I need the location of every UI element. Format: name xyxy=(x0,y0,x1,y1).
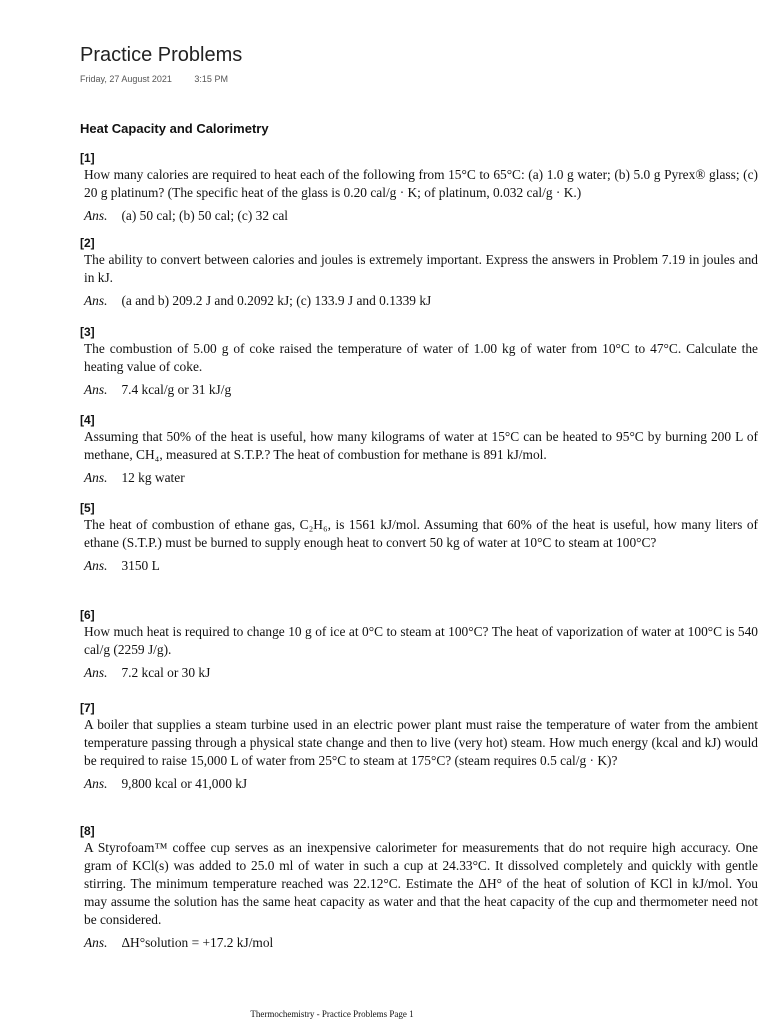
page-date: Friday, 27 August 2021 xyxy=(80,74,172,84)
page-meta xyxy=(80,74,248,84)
problem-number: [3] xyxy=(80,325,95,339)
answer-label: Ans. xyxy=(84,935,108,950)
answer-value: 3150 L xyxy=(121,558,160,573)
problem-text: A Styrofoam™ coffee cup serves as an inexpensive calorimeter for measurements that do not require high accuracy. One gram of KCl(s) was added to 25.0 ml of water in such a cup at 24.33°C. It dissolved completely and quickly with gentle stirring. The minimum temperature reached was 22.12°C. Estimate the ΔH° of the heat of solution of KCl in kJ/mol. You may assume the solution has the same heat capacity as water and that the heat capacity of the cup and thermometer need not be considered. xyxy=(84,840,758,927)
problem-text: The ability to convert between calories and joules is extremely important. Express the answers in Problem 7.19 in joules and in kJ. xyxy=(84,252,758,285)
problem-answer xyxy=(80,207,758,225)
page-time: 3:15 PM xyxy=(194,74,228,84)
answer-label: Ans. xyxy=(84,665,108,680)
problem-1 xyxy=(80,151,758,225)
problem-6 xyxy=(80,608,758,682)
problem-2 xyxy=(80,236,758,310)
problem-answer xyxy=(80,557,758,575)
answer-value: 9,800 kcal or 41,000 kJ xyxy=(121,776,248,791)
answer-value: ΔH°solution = +17.2 kJ/mol xyxy=(121,935,274,950)
answer-value: 7.4 kcal/g or 31 kJ/g xyxy=(121,382,232,397)
problem-number: [2] xyxy=(80,236,95,250)
problem-text: Assuming that 50% of the heat is useful, how many kilograms of water at 15°C can be heated to 95°C by burning 200 L of methane, CH₄, measured at S.T.P.? The heat of combustion for methane is 891 kJ/mol. xyxy=(84,429,758,462)
problem-number: [7] xyxy=(80,701,95,715)
answer-label: Ans. xyxy=(84,558,108,573)
problem-answer xyxy=(80,664,758,682)
problem-answer xyxy=(80,292,758,310)
problem-5 xyxy=(80,501,758,575)
answer-label: Ans. xyxy=(84,293,108,308)
problem-7 xyxy=(80,701,758,793)
problem-text: The heat of combustion of ethane gas, C₂H₆, is 1561 kJ/mol. Assuming that 60% of the heat is useful, how many liters of ethane (S.T.P.) must be burned to supply enough heat to convert 50 kg of water at 10°C to steam at 100°C? xyxy=(84,517,758,550)
problem-text: A boiler that supplies a steam turbine used in an electric power plant must raise the temperature of water from the ambient temperature passing through a physical state change and then to live (very hot) steam. How much energy (kcal and kJ) would be required to raise 15,000 L of water from 25°C to steam at 175°C? (steam requires 0.5 cal/g · K)? xyxy=(84,717,758,768)
problem-3 xyxy=(80,325,758,399)
page-footer: Thermochemistry - Practice Problems Page 1 xyxy=(250,1009,414,1019)
page-title: Practice Problems xyxy=(80,44,243,66)
problem-answer xyxy=(80,934,758,952)
problem-number: [1] xyxy=(80,151,95,165)
answer-value: 7.2 kcal or 30 kJ xyxy=(121,665,211,680)
answer-label: Ans. xyxy=(84,208,108,223)
answer-label: Ans. xyxy=(84,470,108,485)
section-title: Heat Capacity and Calorimetry xyxy=(80,121,269,136)
problem-text: How much heat is required to change 10 g of ice at 0°C to steam at 100°C? The heat of vaporization of water at 100°C is 540 cal/g (2259 J/g). xyxy=(84,624,758,657)
problem-4 xyxy=(80,413,758,487)
answer-label: Ans. xyxy=(84,776,108,791)
problem-number: [8] xyxy=(80,824,95,838)
problem-8 xyxy=(80,824,758,952)
problem-number: [5] xyxy=(80,501,95,515)
answer-value: 12 kg water xyxy=(121,470,185,485)
problem-text: The combustion of 5.00 g of coke raised the temperature of water of 1.00 kg of water from 10°C to 47°C. Calculate the heating value of coke. xyxy=(84,341,758,374)
answer-value: (a and b) 209.2 J and 0.2092 kJ; (c) 133.9 J and 0.1339 kJ xyxy=(121,293,432,308)
problem-answer xyxy=(80,381,758,399)
problem-text: How many calories are required to heat each of the following from 15°C to 65°C: (a) 1.0 g water; (b) 5.0 g Pyrex® glass; (c) 20 g platinum? (The specific heat of the glass is 0.20 cal/g · K; of platinum, 0.032 cal/g · K.) xyxy=(84,167,758,200)
answer-value: (a) 50 cal; (b) 50 cal; (c) 32 cal xyxy=(121,208,288,223)
problem-number: [6] xyxy=(80,608,95,622)
answer-label: Ans. xyxy=(84,382,108,397)
problem-answer xyxy=(80,469,758,487)
problem-answer xyxy=(80,775,758,793)
problem-number: [4] xyxy=(80,413,95,427)
